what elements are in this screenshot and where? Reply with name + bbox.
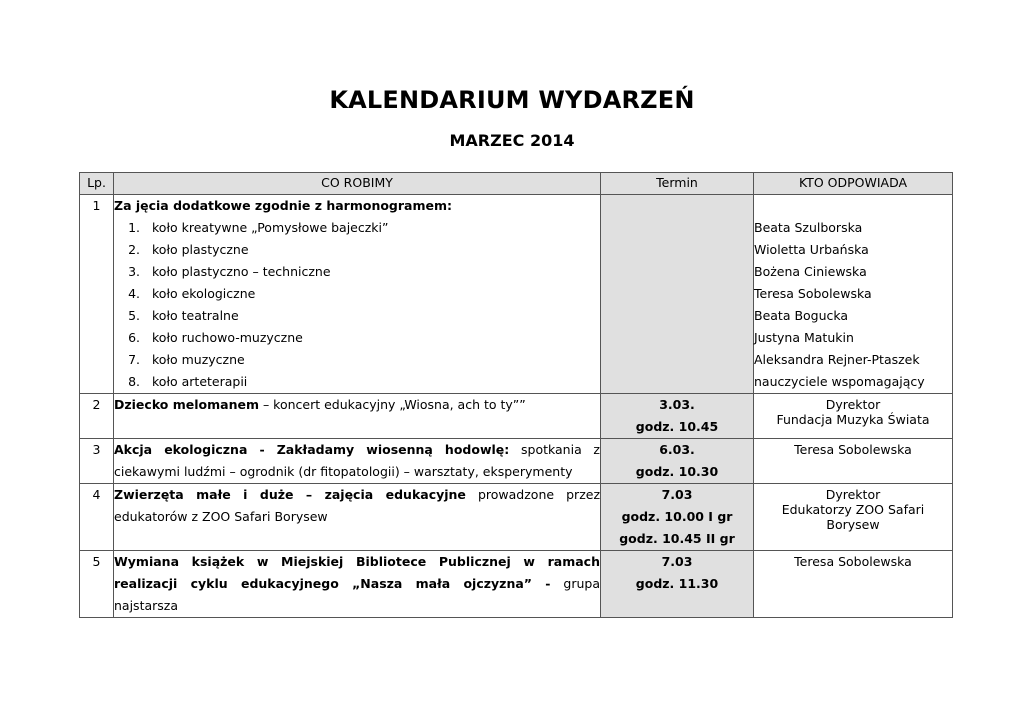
row-number: 3 xyxy=(80,439,114,484)
activity-title: Akcja ekologiczna - Zakładamy wiosenną hodowlę: xyxy=(114,442,510,457)
list-item: 5. koło teatralne xyxy=(144,305,600,327)
activity-title: Dziecko melomanem xyxy=(114,397,259,412)
row-activity xyxy=(114,439,601,484)
list-item: 1. koło kreatywne „Pomysłowe bajeczki” xyxy=(144,217,600,239)
termin-time: godz. 10.00 I gr xyxy=(621,509,733,524)
list-item: 4. koło ekologiczne xyxy=(144,283,600,305)
termin-time: godz. 11.30 xyxy=(635,576,719,591)
termin-date: 7.03 xyxy=(661,554,693,569)
row-responsible xyxy=(754,195,953,394)
row-responsible xyxy=(754,551,953,618)
termin-time: godz. 10.30 xyxy=(635,464,719,479)
row-termin xyxy=(601,439,754,484)
row-activity xyxy=(114,484,601,551)
list-item: 2. koło plastyczne xyxy=(144,239,600,261)
responsible-person: Wioletta Urbańska xyxy=(754,242,869,257)
responsible-person: Fundacja Muzyka Świata xyxy=(776,412,930,427)
list-item: 6. koło ruchowo-muzyczne xyxy=(144,327,600,349)
activity-description: spotkania z ciekawymi ludźmi – ogrodnik (dr fitopatologii) – warsztaty, eksperymenty xyxy=(114,442,600,479)
table-row xyxy=(80,394,953,439)
row-number: 1 xyxy=(80,195,114,394)
row-activity xyxy=(114,394,601,439)
list-item: 7. koło muzyczne xyxy=(144,349,600,371)
row-responsible xyxy=(754,394,953,439)
row-termin xyxy=(601,195,754,394)
responsible-person: Teresa Sobolewska xyxy=(754,286,872,301)
row-termin xyxy=(601,551,754,618)
row-responsible xyxy=(754,439,953,484)
table-row xyxy=(80,195,953,394)
table-row xyxy=(80,551,953,618)
responsible-person: Aleksandra Rejner-Ptaszek xyxy=(754,352,920,367)
table-row xyxy=(80,484,953,551)
termin-date: 3.03. xyxy=(659,397,695,412)
responsible-person: Dyrektor xyxy=(825,487,881,502)
row-activity xyxy=(114,551,601,618)
header-lp: Lp. xyxy=(80,173,114,195)
responsible-person: Edukatorzy ZOO Safari xyxy=(781,502,925,517)
activity-description: prowadzone przez edukatorów z ZOO Safari Borysew xyxy=(114,487,601,524)
page-title: KALENDARIUM WYDARZEŃ xyxy=(329,86,695,114)
list-item: 8. koło arteterapii xyxy=(144,371,600,393)
activity-list xyxy=(114,217,600,393)
termin-date: 7.03 xyxy=(661,487,693,502)
header-termin: Termin xyxy=(601,173,754,195)
termin-time: godz. 10.45 II gr xyxy=(619,531,735,546)
row-number: 2 xyxy=(80,394,114,439)
row-number: 4 xyxy=(80,484,114,551)
header-kto-odpowiada: KTO ODPOWIADA xyxy=(754,173,953,195)
row-termin xyxy=(601,394,754,439)
row-responsible xyxy=(754,484,953,551)
table-header-row xyxy=(80,173,953,195)
activity-intro: Za jęcia dodatkowe zgodnie z harmonogramem: xyxy=(114,198,453,213)
responsible-person: Beata Szulborska xyxy=(754,220,863,235)
row-termin xyxy=(601,484,754,551)
responsible-person: Dyrektor xyxy=(825,397,881,412)
responsible-person: Teresa Sobolewska xyxy=(794,554,912,569)
table-row xyxy=(80,439,953,484)
row-number: 5 xyxy=(80,551,114,618)
responsible-person: Teresa Sobolewska xyxy=(794,442,912,457)
responsible-person: nauczyciele wspomagający xyxy=(754,374,925,389)
responsible-person: Beata Bogucka xyxy=(754,308,849,323)
activity-description: grupa najstarsza xyxy=(114,576,600,613)
events-table xyxy=(79,172,953,618)
activity-description: – koncert edukacyjny „Wiosna, ach to ty”” xyxy=(258,397,526,412)
list-item: 3. koło plastyczno – techniczne xyxy=(144,261,600,283)
header-co-robimy: CO ROBIMY xyxy=(114,173,601,195)
activity-title: Wymiana książek w Miejskiej Bibliotece Publicznej w ramach realizacji cyklu edukacyjnego „Nasza mała ojczyzna” - xyxy=(114,554,600,591)
page-subtitle: MARZEC 2014 xyxy=(449,131,575,150)
responsible-person: Justyna Matukin xyxy=(754,330,854,345)
termin-time: godz. 10.45 xyxy=(635,419,719,434)
responsible-person: Borysew xyxy=(826,517,880,532)
activity-title: Zwierzęta małe i duże – zajęcia edukacyjne xyxy=(114,487,466,502)
termin-date: 6.03. xyxy=(659,442,695,457)
row-activity xyxy=(114,195,601,394)
responsible-person: Bożena Ciniewska xyxy=(754,264,867,279)
